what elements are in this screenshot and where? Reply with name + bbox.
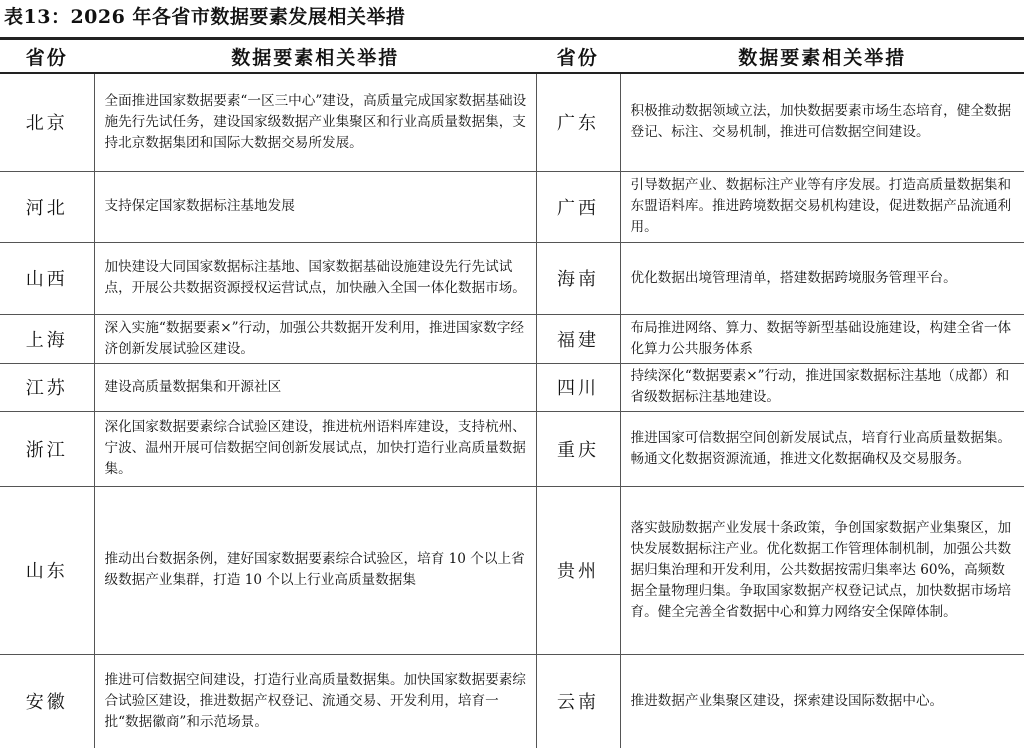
measure-cell: 持续深化“数据要素×”行动，推进国家数据标注基地（成都）和省级数据标注基地建设。 <box>620 363 1024 411</box>
table-row <box>0 654 1024 748</box>
measure-cell: 推进国家可信数据空间创新发展试点，培育行业高质量数据集。畅通文化数据资源流通，推进文化数据确权及交易服务。 <box>620 411 1024 486</box>
measure-cell: 全面推进国家数据要素“一区三中心”建设，高质量完成国家数据基础设施先行先试任务，建设国家级数据产业集聚区和行业高质量数据集，支持北京数据集团和国际大数据交易所发展。 <box>94 73 536 171</box>
measure-cell: 推进数据产业集聚区建设，探索建设国际数据中心。 <box>620 654 1024 748</box>
header-measures: 数据要素相关举措 <box>94 39 536 74</box>
header-measures-2: 数据要素相关举措 <box>620 39 1024 74</box>
province-cell: 山西 <box>0 242 94 314</box>
table-title: 表13：2026 年各省市数据要素发展相关举措 <box>4 6 406 28</box>
province-cell: 江苏 <box>0 363 94 411</box>
measure-cell: 引导数据产业、数据标注产业等有序发展。打造高质量数据集和东盟语料库。推进跨境数据交易机构建设，促进数据产品流通利用。 <box>620 171 1024 242</box>
measure-cell: 优化数据出境管理清单，搭建数据跨境服务管理平台。 <box>620 242 1024 314</box>
measure-cell: 建设高质量数据集和开源社区 <box>94 363 536 411</box>
province-cell: 山东 <box>0 486 94 654</box>
province-cell: 河北 <box>0 171 94 242</box>
province-cell: 重庆 <box>536 411 620 486</box>
province-cell: 安徽 <box>0 654 94 748</box>
measure-cell: 加快建设大同国家数据标注基地、国家数据基础设施建设先行先试试点，开展公共数据资源授权运营试点，加快融入全国一体化数据市场。 <box>94 242 536 314</box>
table-header-row <box>0 39 1024 74</box>
province-cell: 浙江 <box>0 411 94 486</box>
header-province-2: 省份 <box>536 39 620 74</box>
table-row <box>0 314 1024 363</box>
measure-cell: 深化国家数据要素综合试验区建设，推进杭州语料库建设，支持杭州、宁波、温州开展可信数据空间创新发展试点，加快打造行业高质量数据集。 <box>94 411 536 486</box>
province-cell: 广西 <box>536 171 620 242</box>
province-cell: 北京 <box>0 73 94 171</box>
province-cell: 福建 <box>536 314 620 363</box>
table-row <box>0 363 1024 411</box>
measure-cell: 支持保定国家数据标注基地发展 <box>94 171 536 242</box>
measure-cell: 深入实施“数据要素×”行动，加强公共数据开发利用，推进国家数字经济创新发展试验区建设。 <box>94 314 536 363</box>
province-cell: 四川 <box>536 363 620 411</box>
province-cell: 广东 <box>536 73 620 171</box>
measure-cell: 布局推进网络、算力、数据等新型基础设施建设，构建全省一体化算力公共服务体系 <box>620 314 1024 363</box>
table-row <box>0 486 1024 654</box>
table-row <box>0 73 1024 171</box>
measure-cell: 落实鼓励数据产业发展十条政策，争创国家数据产业集聚区，加快发展数据标注产业。优化数据工作管理体制机制，加强公共数据归集治理和开发利用，公共数据按需归集率达 60%，高频数据全量物理归集。争取国家数据产权登记试点，加快数据市场培育。健全完善全省数据中心和算力网络安全保障体制。 <box>620 486 1024 654</box>
measure-cell: 推动出台数据条例，建好国家数据要素综合试验区，培育 10 个以上省级数据产业集群，打造 10 个以上行业高质量数据集 <box>94 486 536 654</box>
measure-cell: 推进可信数据空间建设，打造行业高质量数据集。加快国家数据要素综合试验区建设，推进数据产权登记、流通交易、开发利用，培育一批“数据徽商”和示范场景。 <box>94 654 536 748</box>
table-row <box>0 242 1024 314</box>
measures-table <box>0 37 1024 748</box>
table-row <box>0 171 1024 242</box>
province-cell: 云南 <box>536 654 620 748</box>
province-cell: 上海 <box>0 314 94 363</box>
header-province: 省份 <box>0 39 94 74</box>
table-row <box>0 411 1024 486</box>
province-cell: 海南 <box>536 242 620 314</box>
province-cell: 贵州 <box>536 486 620 654</box>
measure-cell: 积极推动数据领域立法，加快数据要素市场生态培育，健全数据登记、标注、交易机制，推进可信数据空间建设。 <box>620 73 1024 171</box>
